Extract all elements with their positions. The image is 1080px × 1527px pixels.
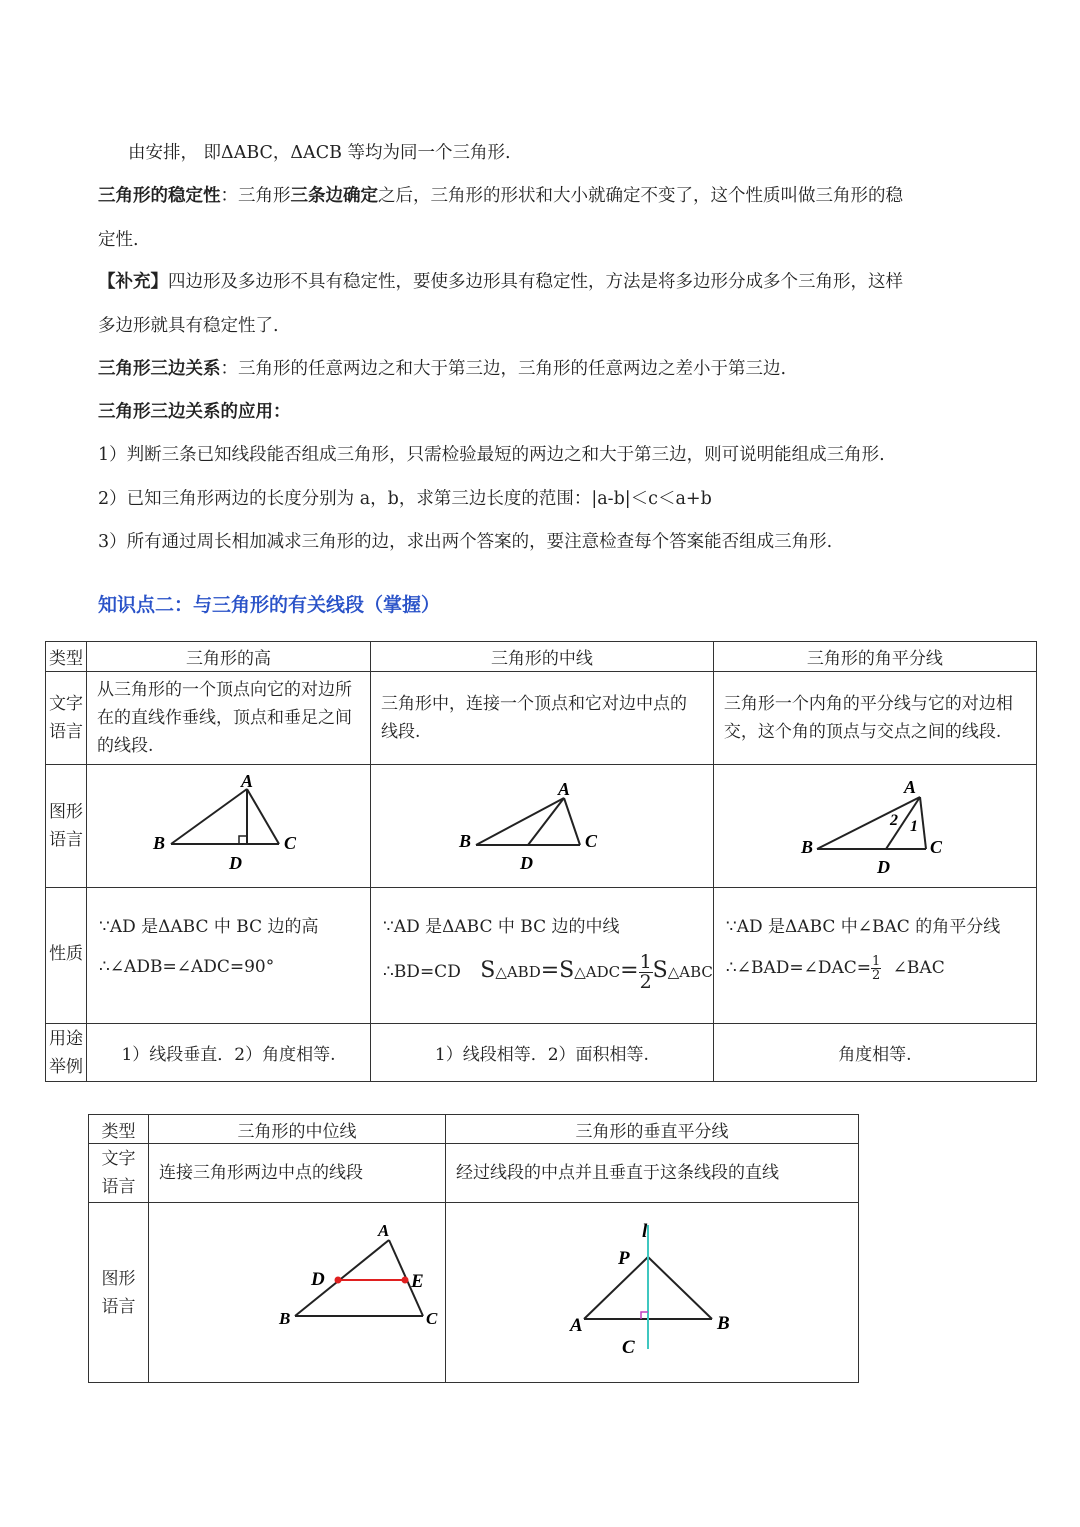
table1-text-row [46, 672, 1037, 765]
perp-label-c: C [622, 1337, 635, 1358]
midline-label-b: B [279, 1309, 291, 1328]
table2-header-type: 类型 [89, 1115, 149, 1144]
midline-label-a: A [378, 1221, 390, 1240]
paragraph-1: 由安排， 即ΔABC，ΔACB 等均为同一个三角形. [128, 143, 511, 163]
perp-right-angle [641, 1312, 648, 1319]
figure-label-content: 图形语言 [49, 802, 83, 850]
paragraph-supplement [98, 270, 903, 294]
median-label-a: A [558, 779, 571, 799]
perp-label-b: B [717, 1313, 730, 1334]
height-right-angle [239, 836, 247, 844]
table1-header-height: 三角形的高 [87, 642, 371, 672]
perp-side-ap [584, 1257, 648, 1319]
midline-table [88, 1114, 859, 1383]
median-side-ab [476, 798, 564, 845]
midline-label-d: D [311, 1269, 325, 1290]
median-property-1: ∵AD 是ΔABC 中 BC 边的中线 [383, 917, 620, 937]
table1-header-type: 类型 [46, 642, 87, 672]
midline-label-c: C [426, 1309, 438, 1328]
table2-header-row [89, 1115, 859, 1144]
median-figure [371, 765, 692, 882]
midline-point-e [402, 1277, 409, 1284]
application-item-2: 2）已知三角形两边的长度分别为 a，b，求第三边长度的范围：|a-b|＜c＜a+b [98, 489, 712, 509]
height-use: 1）线段垂直．2）角度相等. [87, 1024, 371, 1082]
paragraph-stability [98, 184, 903, 208]
median-frac-num: 1 [639, 951, 652, 973]
bisector-frac-den: 2 [872, 968, 881, 983]
median-property-2 [383, 953, 713, 992]
bisector-fraction [871, 955, 881, 982]
table2-text-row [89, 1144, 859, 1203]
bisector-bac: ∠BAC [892, 958, 945, 978]
table1-figure-label [46, 765, 87, 888]
median-label-b: B [459, 831, 472, 851]
height-figure-cell [87, 765, 371, 888]
median-eq2: = [620, 958, 639, 983]
perp-figure [446, 1203, 858, 1377]
height-property-cell [87, 888, 371, 1024]
bisector-side-ab [817, 797, 920, 849]
median-s1: S [480, 958, 496, 983]
median-frac-den: 2 [639, 971, 652, 993]
midline-side-ba [295, 1240, 389, 1316]
bisector-label-a: A [903, 777, 916, 797]
median-definition: 三角形中，连接一个顶点和它对边中点的线段. [371, 672, 714, 765]
table1-header-row [46, 642, 1037, 672]
table2-text-label [89, 1144, 149, 1203]
bisector-use: 角度相等. [713, 1024, 1036, 1082]
stability-label: 三角形的稳定性 [98, 186, 221, 206]
use-label-content: 用途举例 [49, 1028, 83, 1077]
height-label-c: C [284, 833, 297, 853]
median-sub3: △ABC [667, 963, 713, 981]
height-label-a: A [241, 771, 254, 791]
section-heading: 知识点二：与三角形的有关线段（掌握） [98, 594, 441, 616]
perp-label-a: A [570, 1315, 583, 1336]
height-label-d: D [229, 853, 242, 873]
table1-header-median: 三角形的中线 [371, 642, 714, 672]
median-eq1: =S [540, 958, 575, 983]
bisector-definition: 三角形一个内角的平分线与它的对边相交，这个角的顶点与交点之间的线段. [713, 672, 1036, 765]
table1-property-row [46, 888, 1037, 1024]
median-property-cell [371, 888, 714, 1024]
stability-colon: ：三角形 [220, 186, 291, 206]
midline-point-d [335, 1277, 342, 1284]
midline-label-e: E [411, 1271, 424, 1292]
midline-definition: 连接三角形两边中点的线段 [149, 1144, 446, 1203]
application-title: 三角形三边关系的应用： [98, 402, 291, 422]
median-fraction [639, 953, 653, 992]
application-item-3: 3）所有通过周长相加减求三角形的边，求出两个答案的，要注意检查每个答案能否组成三角形. [98, 532, 833, 552]
bisector-angles: ∴∠BAD=∠DAC= [725, 958, 871, 978]
height-definition: 从三角形的一个顶点向它的对边所在的直线作垂线，顶点和垂足之间的线段. [87, 672, 371, 765]
median-sub1: △ABD [495, 963, 541, 981]
bisector-frac-num: 1 [872, 954, 881, 969]
perp-label-p: P [618, 1248, 630, 1269]
bisector-side-ac [920, 797, 926, 849]
table2-figure-label [89, 1203, 149, 1383]
height-property-1: ∵AD 是ΔABC 中 BC 边的高 [99, 917, 319, 937]
median-figure-cell [371, 765, 714, 888]
stability-rest: 之后，三角形的形状和大小就确定不变了，这个性质叫做三角形的稳 [378, 186, 903, 206]
bisector-angle-1: 1 [909, 818, 918, 835]
perp-definition: 经过线段的中点并且垂直于这条线段的直线 [446, 1144, 859, 1203]
median-bd-cd: ∴BD=CD [383, 962, 461, 982]
table2-figure-label-content: 图形语言 [101, 1268, 136, 1317]
table1-use-label [46, 1024, 87, 1082]
three-sides-label: 三角形三边关系 [98, 359, 221, 379]
midline-figure [149, 1203, 445, 1377]
bisector-label-b: B [800, 837, 813, 857]
bisector-angle-2: 2 [889, 812, 898, 829]
table1-use-row [46, 1024, 1037, 1082]
median-s3: S [652, 958, 668, 983]
table1-text-label [46, 672, 87, 765]
perp-figure-cell [446, 1203, 859, 1383]
bisector-property-1: ∵AD 是ΔABC 中∠BAC 的角平分线 [725, 917, 1001, 937]
median-label-d: D [520, 853, 533, 873]
median-use: 1）线段相等．2）面积相等. [371, 1024, 714, 1082]
segments-table [45, 641, 1037, 1082]
median-label-c: C [585, 831, 598, 851]
height-label-b: B [153, 833, 166, 853]
height-side-ac [247, 789, 279, 844]
paragraph-three-sides [98, 357, 786, 381]
median-sub2: △ADC [574, 963, 621, 981]
supplement-rest: 四边形及多边形不具有稳定性，要使多边形具有稳定性，方法是将多边形分成多个三角形，这样 [168, 272, 903, 292]
bisector-label-c: C [929, 837, 942, 857]
paragraph-supplement-cont: 多边形就具有稳定性了. [98, 316, 279, 336]
text-label-content: 文字语言 [49, 694, 83, 742]
bisector-property-2 [726, 955, 1036, 982]
height-side-ab [171, 789, 247, 844]
height-figure [87, 765, 370, 882]
bisector-property-cell [713, 888, 1036, 1024]
stability-bold: 三条边确定 [290, 186, 378, 206]
median-segment [528, 798, 564, 845]
bisector-figure [714, 765, 1036, 882]
table1-header-bisector: 三角形的角平分线 [713, 642, 1036, 672]
table1-property-label: 性质 [46, 888, 87, 1024]
three-sides-rest: ：三角形的任意两边之和大于第三边，三角形的任意两边之差小于第三边. [220, 359, 787, 379]
median-side-ac [564, 798, 580, 845]
perp-side-pb [648, 1257, 712, 1319]
table2-header-perp: 三角形的垂直平分线 [446, 1115, 859, 1144]
bisector-label-d: D [876, 857, 890, 877]
table1-figure-row [46, 765, 1037, 888]
midline-figure-cell [149, 1203, 446, 1383]
bisector-figure-cell [713, 765, 1036, 888]
height-property-2: ∴∠ADB=∠ADC=90° [99, 957, 275, 977]
table2-text-label-content: 文字语言 [101, 1149, 136, 1197]
paragraph-stability-cont: 定性. [98, 230, 139, 250]
application-item-1: 1）判断三条已知线段能否组成三角形，只需检验最短的两边之和大于第三边，则可说明能组成三角形. [98, 445, 885, 465]
table2-figure-row [89, 1203, 859, 1383]
table2-header-midline: 三角形的中位线 [149, 1115, 446, 1144]
perp-label-l: l [642, 1221, 648, 1242]
supplement-label: 【补充】 [98, 272, 168, 292]
